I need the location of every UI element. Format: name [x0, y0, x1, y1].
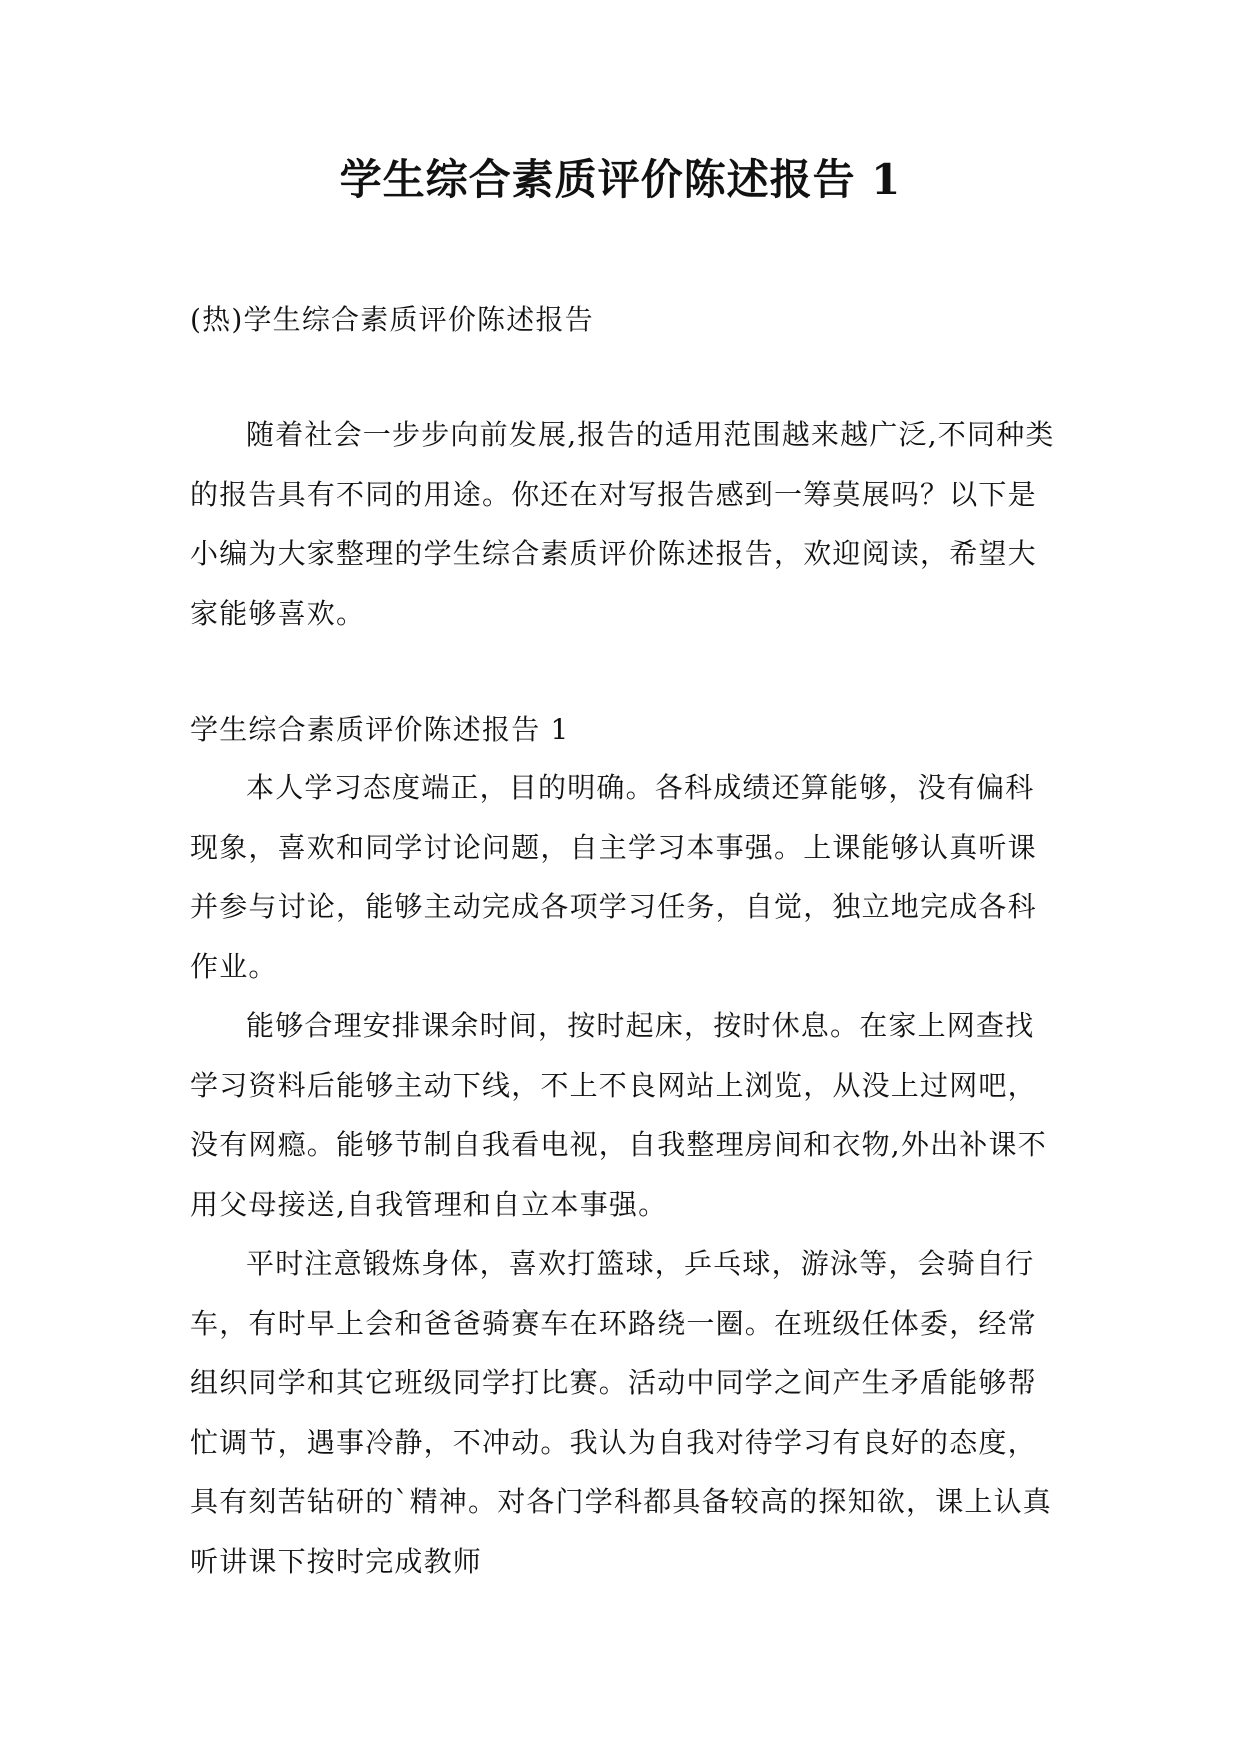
body-paragraph: 平时注意锻炼身体，喜欢打篮球，乒乓球，游泳等，会骑自行车，有时早上会和爸爸骑赛车在环路绕一圈。在班级任体委，经常组织同学和其它班级同学打比赛。活动中同学之间产生矛盾能够帮忙调节，遇事冷静，不冲动。我认为自我对待学习有良好的态度，具有刻苦钻研的`精神。对各门学科都具备较高的探知欲，课上认真听讲课下按时完成教师 — [190, 1247, 1053, 1578]
document-title: 学生综合素质评价陈述报告 1 — [339, 155, 902, 204]
body-paragraphs — [190, 758, 1060, 1591]
intro-paragraph: 随着社会一步步向前发展,报告的适用范围越来越广泛,不同种类的报告具有不同的用途。你还在对写报告感到一筹莫展吗？以下是小编为大家整理的学生综合素质评价陈述报告，欢迎阅读，希望大家能够喜欢。 — [190, 418, 1055, 630]
document-subtitle: (热)学生综合素质评价陈述报告 — [190, 303, 594, 336]
section-heading: 学生综合素质评价陈述报告 1 — [190, 713, 570, 746]
body-paragraph: 能够合理安排课余时间，按时起床，按时休息。在家上网查找学习资料后能够主动下线，不上不良网站上浏览，从没上过网吧，没有网瘾。能够节制自我看电视，自我整理房间和衣物,外出补课不用父母接送,自我管理和自立本事强。 — [190, 1009, 1047, 1221]
body-paragraph: 本人学习态度端正，目的明确。各科成绩还算能够，没有偏科现象，喜欢和同学讨论问题，自主学习本事强。上课能够认真听课并参与讨论，能够主动完成各项学习任务，自觉，独立地完成各科作业。 — [190, 771, 1037, 983]
